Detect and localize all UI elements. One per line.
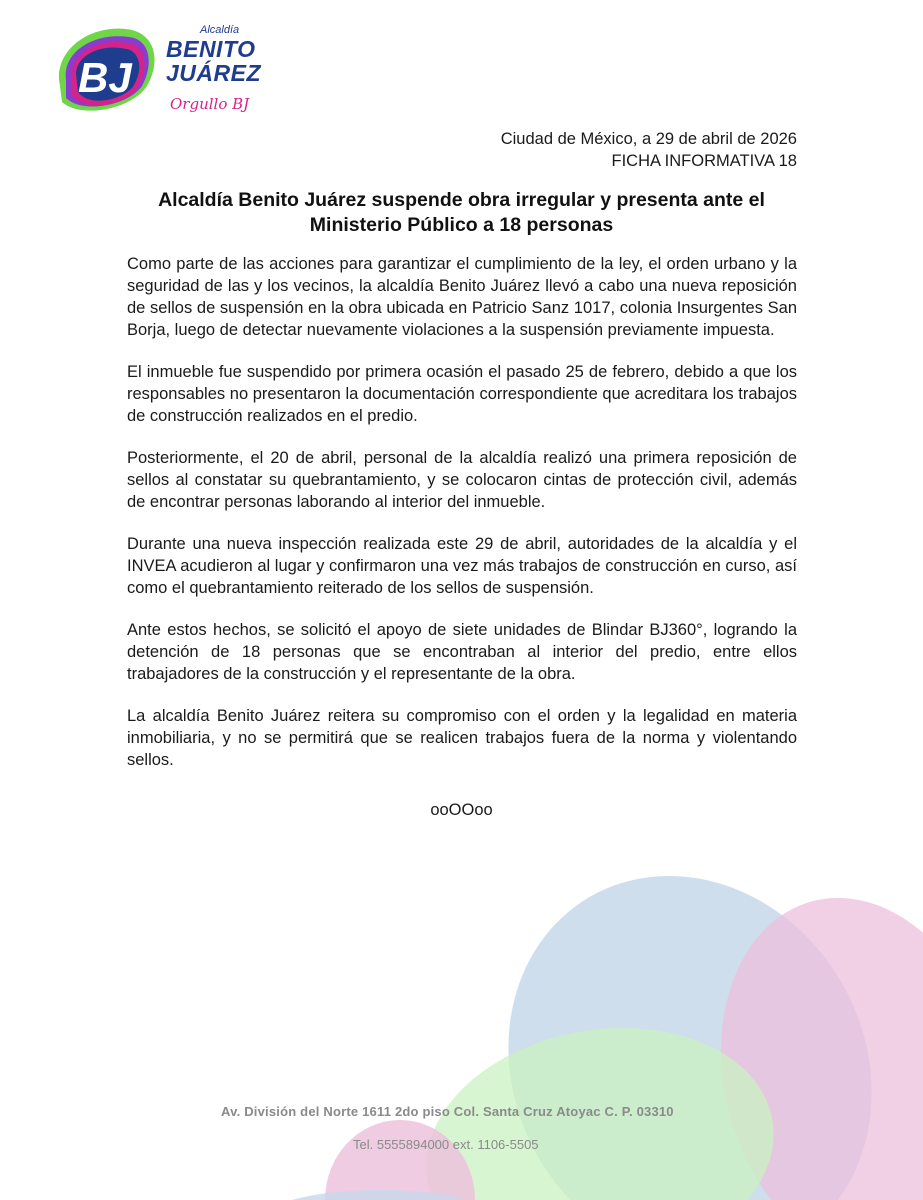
paragraph: Durante una nueva inspección realizada este 29 de abril, autoridades de la alcaldía y el INVEA acudieron al lugar y confirmaron una vez más trabajos de construcción en curso, así como el quebrantamiento reiterado de los sellos de suspensión. [127,535,797,597]
document-title [120,188,803,238]
logo-wordmark [52,20,262,120]
logo-line-juarez: JUÁREZ [166,60,262,86]
document-header [501,128,797,172]
svg-text:BJ: BJ [78,54,132,101]
document-type: FICHA INFORMATIVA 18 [611,152,797,170]
title-line-2: Ministerio Público a 18 personas [309,214,614,236]
paragraph: Posteriormente, el 20 de abril, personal de la alcaldía realizó una primera reposición de sellos al constatar su quebrantamiento, y se colocaron cintas de protección civil, además de encontrar personas laborando al interior del inmueble. [127,449,797,511]
document-body [127,253,797,791]
paragraph: El inmueble fue suspendido por primera ocasión el pasado 25 de febrero, debido a que los responsables no presentaron la documentación correspondiente que acreditara los trabajos de construcción realizados en el predio. [127,363,797,425]
paragraph: La alcaldía Benito Juárez reitera su compromiso con el orden y la legalidad en materia inmobiliaria, y no se permitirá que se realicen trabajos fuera de la norma y violentando sellos. [127,707,797,769]
title-line-1: Alcaldía Benito Juárez suspende obra irregular y presenta ante el [158,189,765,211]
paragraph: Ante estos hechos, se solicitó el apoyo de siete unidades de Blindar BJ360°, logrando la detención de 18 personas que se encontraban al interior del predio, entre ellos trabajadores de la construcción y el representante de la obra. [127,621,797,683]
logo-small-text: Alcaldía [200,24,240,36]
paragraph: Como parte de las acciones para garantizar el cumplimiento de la ley, el orden urbano y la seguridad de las y los vecinos, la alcaldía Benito Juárez llevó a cabo una nueva reposición de sellos de suspensión en la obra ubicada en Patricio Sanz 1017, colonia Insurgentes San Borja, luego de detectar nuevamente violaciones a la suspensión previamente impuesta. [127,255,797,339]
alcaldia-logo [52,20,262,120]
closing-mark: ooOOoo [430,801,493,819]
footer-address: Av. División del Norte 1611 2do piso Col. Santa Cruz Atoyac C. P. 03310 [221,1104,674,1119]
date-line: Ciudad de México, a 29 de abril de 2026 [500,130,797,148]
logo-slogan: Orgullo BJ [170,95,250,113]
logo-line-benito: BENITO [166,36,256,62]
footer-phone: Tel. 5555894000 ext. 1106-5505 [353,1137,539,1152]
